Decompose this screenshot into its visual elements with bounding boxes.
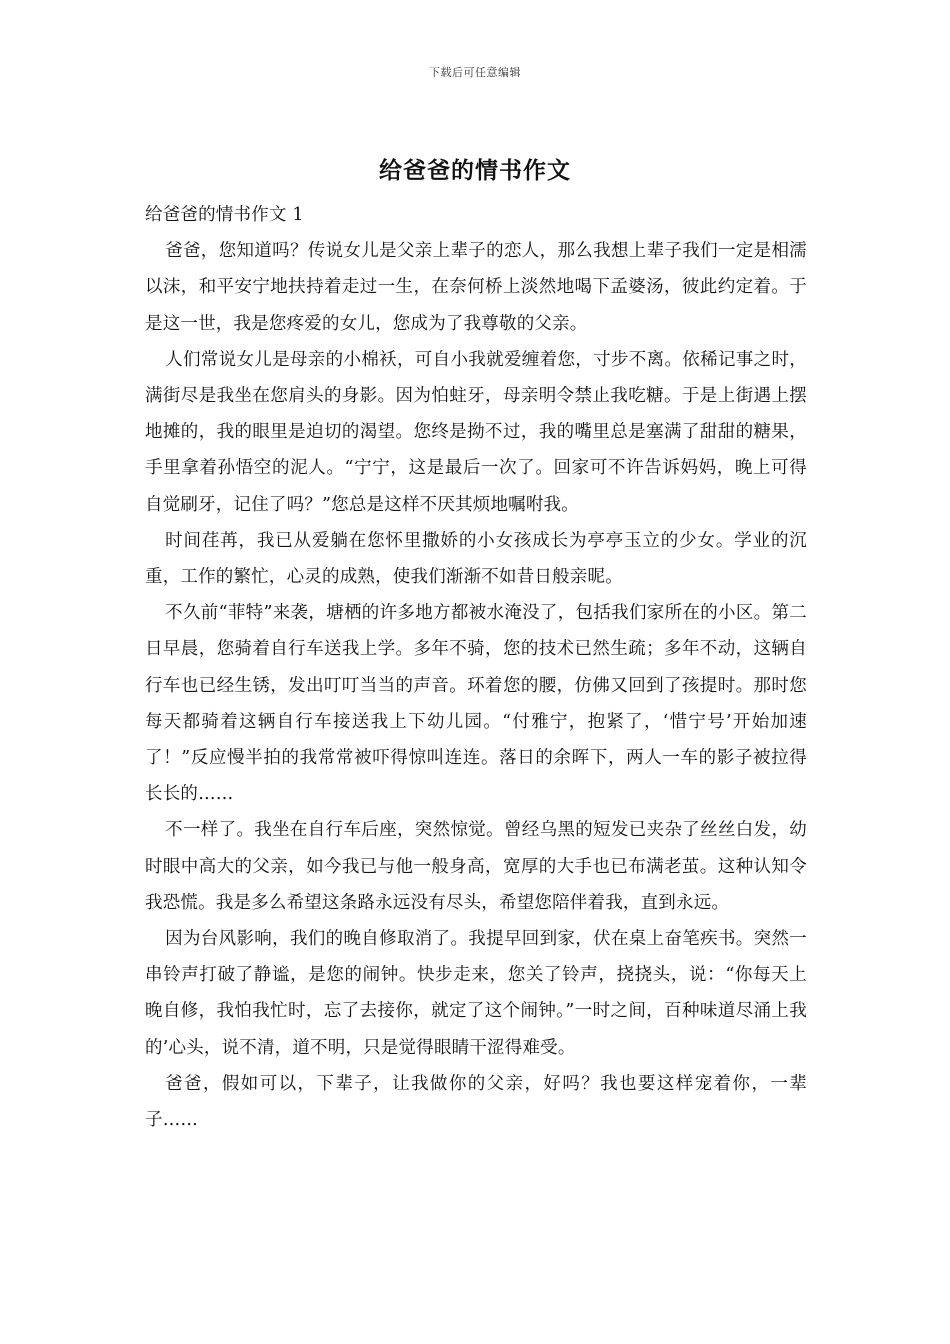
section-subtitle: 给爸爸的情书作文 1 xyxy=(145,205,304,225)
paragraph: 因为台风影响，我们的晚自修取消了。我提早回到家，伏在桌上奋笔疾书。突然一串铃声打破了静谧，是您的闹钟。快步走来，您关了铃声，挠挠头，说：“你每天上晚自修，我怕我忙时，忘了去接你，就定了这个闹钟。”一时之间，百种味道尽涌上我的’心头，说不清，道不明，只是觉得眼睛干涩得难受。 xyxy=(145,929,807,1058)
document-title: 给爸爸的情书作文 xyxy=(379,157,571,184)
document-body xyxy=(145,197,807,1138)
paragraph: 人们常说女儿是母亲的小棉袄，可自小我就爱缠着您，寸步不离。依稀记事之时，满街尽是我坐在您肩头的身影。因为怕蛀牙，母亲明令禁止我吃糖。于是上街遇上摆地摊的，我的眼里是迫切的渴望。您终是拗不过，我的嘴里总是塞满了甜甜的糖果，手里拿着孙悟空的泥人。“宁宁，这是最后一次了。回家可不许告诉妈妈，晚上可得自觉刷牙，记住了吗？”您总是这样不厌其烦地嘱咐我。 xyxy=(145,349,807,515)
paragraph: 不一样了。我坐在自行车后座，突然惊觉。曾经乌黑的短发已夹杂了丝丝白发，幼时眼中高大的父亲，如今我已与他一般身高，宽厚的大手也已布满老茧。这种认知令我恐慌。我是多么希望这条路永远没有尽头，希望您陪伴着我，直到永远。 xyxy=(145,820,807,913)
paragraph: 爸爸，假如可以，下辈子，让我做你的父亲，好吗？我也要这样宠着你，一辈子…… xyxy=(145,1073,807,1131)
paragraph: 时间荏苒，我已从爱躺在您怀里撒娇的小女孩成长为亭亭玉立的少女。学业的沉重，工作的繁忙，心灵的成熟，使我们渐渐不如昔日般亲昵。 xyxy=(145,530,807,588)
header-note: 下载后可任意编辑 xyxy=(429,66,521,79)
paragraph: 爸爸，您知道吗？传说女儿是父亲上辈子的恋人，那么我想上辈子我们一定是相濡以沫，和平安宁地扶持着走过一生，在奈何桥上淡然地喝下孟婆汤，彼此约定着。于是这一世，我是您疼爱的女儿，您成为了我尊敬的父亲。 xyxy=(145,241,807,334)
paragraph: 不久前“菲特”来袭，塘栖的许多地方都被水淹没了，包括我们家所在的小区。第二日早晨，您骑着自行车送我上学。多年不骑，您的技术已然生疏；多年不动，这辆自行车也已经生锈，发出叮叮当当的声音。环着您的腰，仿佛又回到了孩提时。那时您每天都骑着这辆自行车接送我上下幼儿园。“付雅宁，抱紧了，‘惜宁号’开始加速了！”反应慢半拍的我常常被吓得惊叫连连。落日的余晖下，两人一车的影子被拉得长长的…… xyxy=(145,603,807,805)
